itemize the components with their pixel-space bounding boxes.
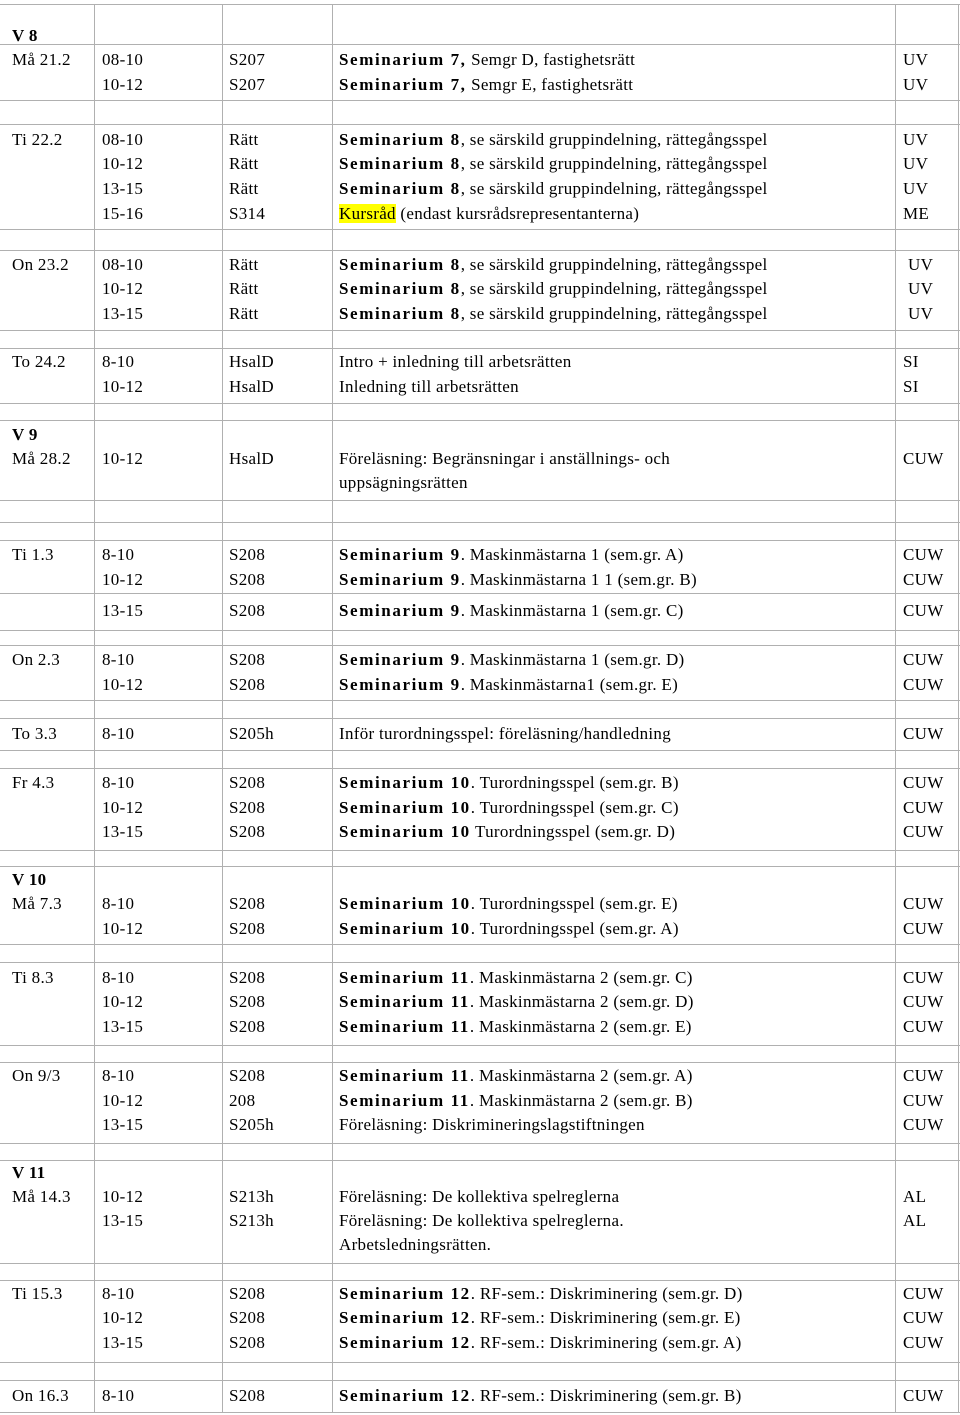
activity-text: , se särskild gruppindelning, rättegångsspel [460,304,768,323]
activity-text: . Maskinmästarna 2 (sem.gr. E) [469,1017,692,1036]
teacher-cell: CUW [903,894,944,913]
seminar-label: Seminarium 7, [339,75,467,94]
activity-text: Semgr D, fastighetsrätt [466,50,636,69]
activity-cell [339,179,768,199]
row-divider [0,1362,960,1363]
activity-text: . Maskinmästarna 2 (sem.gr. B) [469,1091,693,1110]
seminar-label: Seminarium 12 [339,1308,471,1327]
row-divider [0,1412,960,1413]
time-cell: 10-12 [102,279,144,298]
time-cell: 8-10 [102,1386,135,1405]
time-cell: 8-10 [102,545,135,564]
activity-text: Föreläsning: De kollektiva spelreglerna. [339,1211,624,1230]
teacher-cell: CUW [903,822,944,841]
time-cell: 10-12 [102,154,144,173]
room-cell: S314 [229,204,266,223]
seminar-label: Seminarium 8 [339,255,461,274]
teacher-cell: CUW [903,1017,944,1036]
room-cell: Rätt [229,130,259,149]
activity-text: . Maskinmästarna 1 (sem.gr. A) [460,545,684,564]
activity-text: , se särskild gruppindelning, rättegångsspel [460,130,768,149]
teacher-cell: UV [908,255,934,274]
activity-cell [339,1209,624,1257]
time-cell: 08-10 [102,50,144,69]
seminar-label: Seminarium 10 [339,894,471,913]
activity-cell [339,992,694,1012]
teacher-cell: UV [908,304,934,323]
seminar-label: Seminarium 8 [339,279,461,298]
time-cell: 13-15 [102,1211,144,1230]
activity-cell [339,1091,693,1111]
activity-cell [339,650,685,670]
activity-text: Föreläsning: Diskrimineringslagstiftningen [339,1115,645,1134]
time-cell: 10-12 [102,377,144,396]
activity-cell [339,377,519,397]
teacher-cell: ME [903,204,930,223]
teacher-cell: UV [903,50,929,69]
seminar-label: Seminarium 8 [339,130,461,149]
teacher-cell: UV [903,154,929,173]
activity-text: Intro + inledning till arbetsrätten [339,352,572,371]
activity-text: Turordningsspel (sem.gr. D) [470,822,676,841]
activity-text: , se särskild gruppindelning, rättegångsspel [460,154,768,173]
time-cell: 8-10 [102,1284,135,1303]
time-cell: 13-15 [102,1333,144,1352]
time-cell: 8-10 [102,894,135,913]
week-label: V 10 [12,870,47,889]
row-divider [0,700,960,701]
time-cell: 8-10 [102,1066,135,1085]
row-divider [0,645,960,646]
room-cell: S213h [229,1211,274,1230]
row-divider [0,630,960,631]
activity-cell [339,1308,741,1328]
row-divider [0,1280,960,1281]
room-cell: S208 [229,992,266,1011]
room-cell: S208 [229,894,266,913]
teacher-cell: AL [903,1211,927,1230]
teacher-cell: CUW [903,650,944,669]
row-divider [0,1263,960,1264]
activity-text: . RF-sem.: Diskriminering (sem.gr. E) [470,1308,741,1327]
row-divider [0,944,960,945]
teacher-cell: CUW [903,1091,944,1110]
column-divider [958,4,959,1412]
activity-cell [339,968,693,988]
activity-text: . RF-sem.: Diskriminering (sem.gr. D) [470,1284,743,1303]
activity-cell [339,822,675,842]
time-cell: 10-12 [102,570,144,589]
room-cell: S208 [229,675,266,694]
seminar-label: Seminarium 10 [339,822,471,841]
seminar-label: Seminarium 8 [339,179,461,198]
row-divider [0,593,960,594]
activity-cell [339,447,670,495]
seminar-label: Seminarium 10 [339,773,471,792]
teacher-cell: CUW [903,773,944,792]
teacher-cell: CUW [903,449,944,468]
room-cell: Rätt [229,154,259,173]
activity-cell [339,1284,743,1304]
activity-cell [339,279,768,299]
teacher-cell: CUW [903,675,944,694]
activity-text-continued: uppsägningsrätten [339,473,468,492]
activity-text: . Maskinmästarna 2 (sem.gr. C) [469,968,693,987]
room-cell: S208 [229,773,266,792]
room-cell: Rätt [229,304,259,323]
time-cell: 10-12 [102,75,144,94]
seminar-label: Seminarium 11 [339,1017,470,1036]
time-cell: 08-10 [102,130,144,149]
day-cell: Ti 1.3 [12,545,54,564]
day-cell: Må 21.2 [12,50,71,69]
seminar-label: Seminarium 7, [339,50,467,69]
room-cell: HsalD [229,352,274,371]
teacher-cell: CUW [903,1333,944,1352]
seminar-label: Seminarium 9 [339,650,461,669]
room-cell: Rätt [229,255,259,274]
time-cell: 10-12 [102,1187,144,1206]
room-cell: S208 [229,1386,266,1405]
time-cell: 8-10 [102,724,135,743]
row-divider [0,1143,960,1144]
activity-cell [339,1066,693,1086]
seminar-label: Seminarium 8 [339,304,461,323]
room-cell: S205h [229,724,274,743]
activity-text: Föreläsning: De kollektiva spelreglerna [339,1187,620,1206]
row-divider [0,1045,960,1046]
room-cell: S208 [229,601,266,620]
room-cell: HsalD [229,377,274,396]
room-cell: S208 [229,570,266,589]
seminar-label: Seminarium 9 [339,601,461,620]
time-cell: 10-12 [102,992,144,1011]
row-divider [0,348,960,349]
time-cell: 08-10 [102,255,144,274]
day-cell: On 23.2 [12,255,69,274]
row-divider [0,750,960,751]
activity-text: . Turordningsspel (sem.gr. A) [470,919,679,938]
row-divider [0,718,960,719]
activity-cell [339,1017,692,1037]
room-cell: S208 [229,650,266,669]
teacher-cell: CUW [903,570,944,589]
activity-cell [339,919,679,939]
room-cell: S208 [229,1066,266,1085]
room-cell: S208 [229,919,266,938]
teacher-cell: CUW [903,992,944,1011]
seminar-label: Seminarium 10 [339,919,471,938]
teacher-cell: CUW [903,601,944,620]
time-cell: 13-15 [102,822,144,841]
time-cell: 8-10 [102,352,135,371]
row-divider [0,44,960,45]
day-cell: To 3.3 [12,724,57,743]
room-cell: S208 [229,1284,266,1303]
room-cell: S208 [229,968,266,987]
activity-text: . Maskinmästarna 1 1 (sem.gr. B) [460,570,697,589]
time-cell: 10-12 [102,449,144,468]
time-cell: 10-12 [102,675,144,694]
time-cell: 10-12 [102,1308,144,1327]
row-divider [0,768,960,769]
week-label: V 8 [12,26,38,45]
column-divider [222,4,223,1412]
day-cell: To 24.2 [12,352,66,371]
teacher-cell: CUW [903,545,944,564]
row-divider [0,962,960,963]
room-cell: S208 [229,1308,266,1327]
time-cell: 15-16 [102,204,144,223]
activity-text: . Turordningsspel (sem.gr. B) [470,773,679,792]
room-cell: Rätt [229,279,259,298]
time-cell: 10-12 [102,798,144,817]
activity-cell [339,130,768,150]
activity-cell [339,154,768,174]
activity-cell [339,724,671,744]
teacher-cell: UV [903,75,929,94]
activity-cell [339,545,684,565]
teacher-cell: CUW [903,1386,944,1405]
activity-text: (endast kursrådsrepresentanterna) [395,204,640,223]
activity-cell [339,894,678,914]
activity-text: , se särskild gruppindelning, rättegångsspel [460,179,768,198]
time-cell: 10-12 [102,919,144,938]
teacher-cell: CUW [903,1066,944,1085]
activity-cell [339,1333,742,1353]
room-cell: S208 [229,1333,266,1352]
time-cell: 13-15 [102,179,144,198]
activity-cell [339,352,572,372]
day-cell: Ti 22.2 [12,130,63,149]
room-cell: S208 [229,822,266,841]
activity-cell [339,798,679,818]
column-divider [94,4,95,1412]
activity-text: . Maskinmästarna 1 (sem.gr. D) [460,650,685,669]
seminar-label: Seminarium 12 [339,1333,471,1352]
seminar-label: Seminarium 11 [339,1066,470,1085]
activity-text: Föreläsning: Begränsningar i anställnings- och [339,449,671,468]
seminar-label: Seminarium 9 [339,570,461,589]
teacher-cell: UV [908,279,934,298]
room-cell: S208 [229,798,266,817]
seminar-label: Seminarium 11 [339,1091,470,1110]
day-cell: On 9/3 [12,1066,61,1085]
activity-text: . Maskinmästarna1 (sem.gr. E) [460,675,679,694]
teacher-cell: UV [903,179,929,198]
row-divider [0,330,960,331]
highlighted-label: Kursråd [339,204,396,223]
activity-cell [339,304,768,324]
time-cell: 8-10 [102,650,135,669]
activity-cell [339,50,635,70]
seminar-label: Seminarium 12 [339,1284,471,1303]
row-divider [0,100,960,101]
activity-text: . Maskinmästarna 1 (sem.gr. C) [460,601,684,620]
row-divider [0,1160,960,1161]
teacher-cell: CUW [903,1308,944,1327]
activity-text: , se särskild gruppindelning, rättegångsspel [460,255,768,274]
day-cell: On 16.3 [12,1386,69,1405]
teacher-cell: CUW [903,968,944,987]
activity-cell [339,204,639,224]
room-cell: S208 [229,545,266,564]
day-cell: Ti 15.3 [12,1284,63,1303]
teacher-cell: CUW [903,919,944,938]
seminar-label: Seminarium 9 [339,545,461,564]
activity-text: . Turordningsspel (sem.gr. C) [470,798,679,817]
column-divider [895,4,896,1412]
time-cell: 10-12 [102,1091,144,1110]
activity-text: . Turordningsspel (sem.gr. E) [470,894,678,913]
activity-text: . RF-sem.: Diskriminering (sem.gr. A) [470,1333,742,1352]
week-label: V 11 [12,1163,46,1182]
row-divider [0,250,960,251]
room-cell: Rätt [229,179,259,198]
teacher-cell: CUW [903,1284,944,1303]
room-cell: 208 [229,1091,256,1110]
day-cell: Må 28.2 [12,449,71,468]
activity-cell [339,1386,742,1406]
time-cell: 8-10 [102,968,135,987]
row-divider [0,229,960,230]
day-cell: On 2.3 [12,650,61,669]
time-cell: 13-15 [102,304,144,323]
week-label: V 9 [12,425,38,444]
teacher-cell: UV [903,130,929,149]
row-divider [0,4,960,5]
activity-cell [339,255,768,275]
activity-text: . Maskinmästarna 2 (sem.gr. A) [469,1066,693,1085]
activity-text-continued: Arbetsledningsrätten. [339,1235,492,1254]
activity-cell [339,601,684,621]
teacher-cell: SI [903,377,919,396]
room-cell: S205h [229,1115,274,1134]
activity-cell [339,75,633,95]
row-divider [0,522,960,523]
activity-text: . RF-sem.: Diskriminering (sem.gr. B) [470,1386,742,1405]
row-divider [0,540,960,541]
activity-text: Inför turordningsspel: föreläsning/handledning [339,724,672,743]
day-cell: Må 7.3 [12,894,62,913]
time-cell: 8-10 [102,773,135,792]
teacher-cell: CUW [903,798,944,817]
teacher-cell: AL [903,1187,927,1206]
room-cell: S208 [229,1017,266,1036]
day-cell: Må 14.3 [12,1187,71,1206]
time-cell: 13-15 [102,601,144,620]
row-divider [0,1062,960,1063]
room-cell: HsalD [229,449,274,468]
activity-cell [339,773,679,793]
activity-text: Inledning till arbetsrätten [339,377,519,396]
column-divider [332,4,333,1412]
row-divider [0,420,960,421]
seminar-label: Seminarium 8 [339,154,461,173]
seminar-label: Seminarium 9 [339,675,461,694]
day-cell: Fr 4.3 [12,773,55,792]
activity-text: . Maskinmästarna 2 (sem.gr. D) [469,992,694,1011]
activity-cell [339,1115,645,1135]
day-cell: Ti 8.3 [12,968,54,987]
row-divider [0,124,960,125]
row-divider [0,403,960,404]
seminar-label: Seminarium 10 [339,798,471,817]
row-divider [0,500,960,501]
seminar-label: Seminarium 11 [339,992,470,1011]
activity-cell [339,1187,619,1207]
seminar-label: Seminarium 12 [339,1386,471,1405]
room-cell: S207 [229,50,266,69]
time-cell: 13-15 [102,1017,144,1036]
room-cell: S207 [229,75,266,94]
activity-text: Semgr E, fastighetsrätt [466,75,634,94]
time-cell: 13-15 [102,1115,144,1134]
teacher-cell: CUW [903,1115,944,1134]
row-divider [0,866,960,867]
seminar-label: Seminarium 11 [339,968,470,987]
row-divider [0,1380,960,1381]
activity-text: , se särskild gruppindelning, rättegångsspel [460,279,768,298]
activity-cell [339,675,678,695]
teacher-cell: CUW [903,724,944,743]
room-cell: S213h [229,1187,274,1206]
row-divider [0,850,960,851]
activity-cell [339,570,697,590]
teacher-cell: SI [903,352,919,371]
